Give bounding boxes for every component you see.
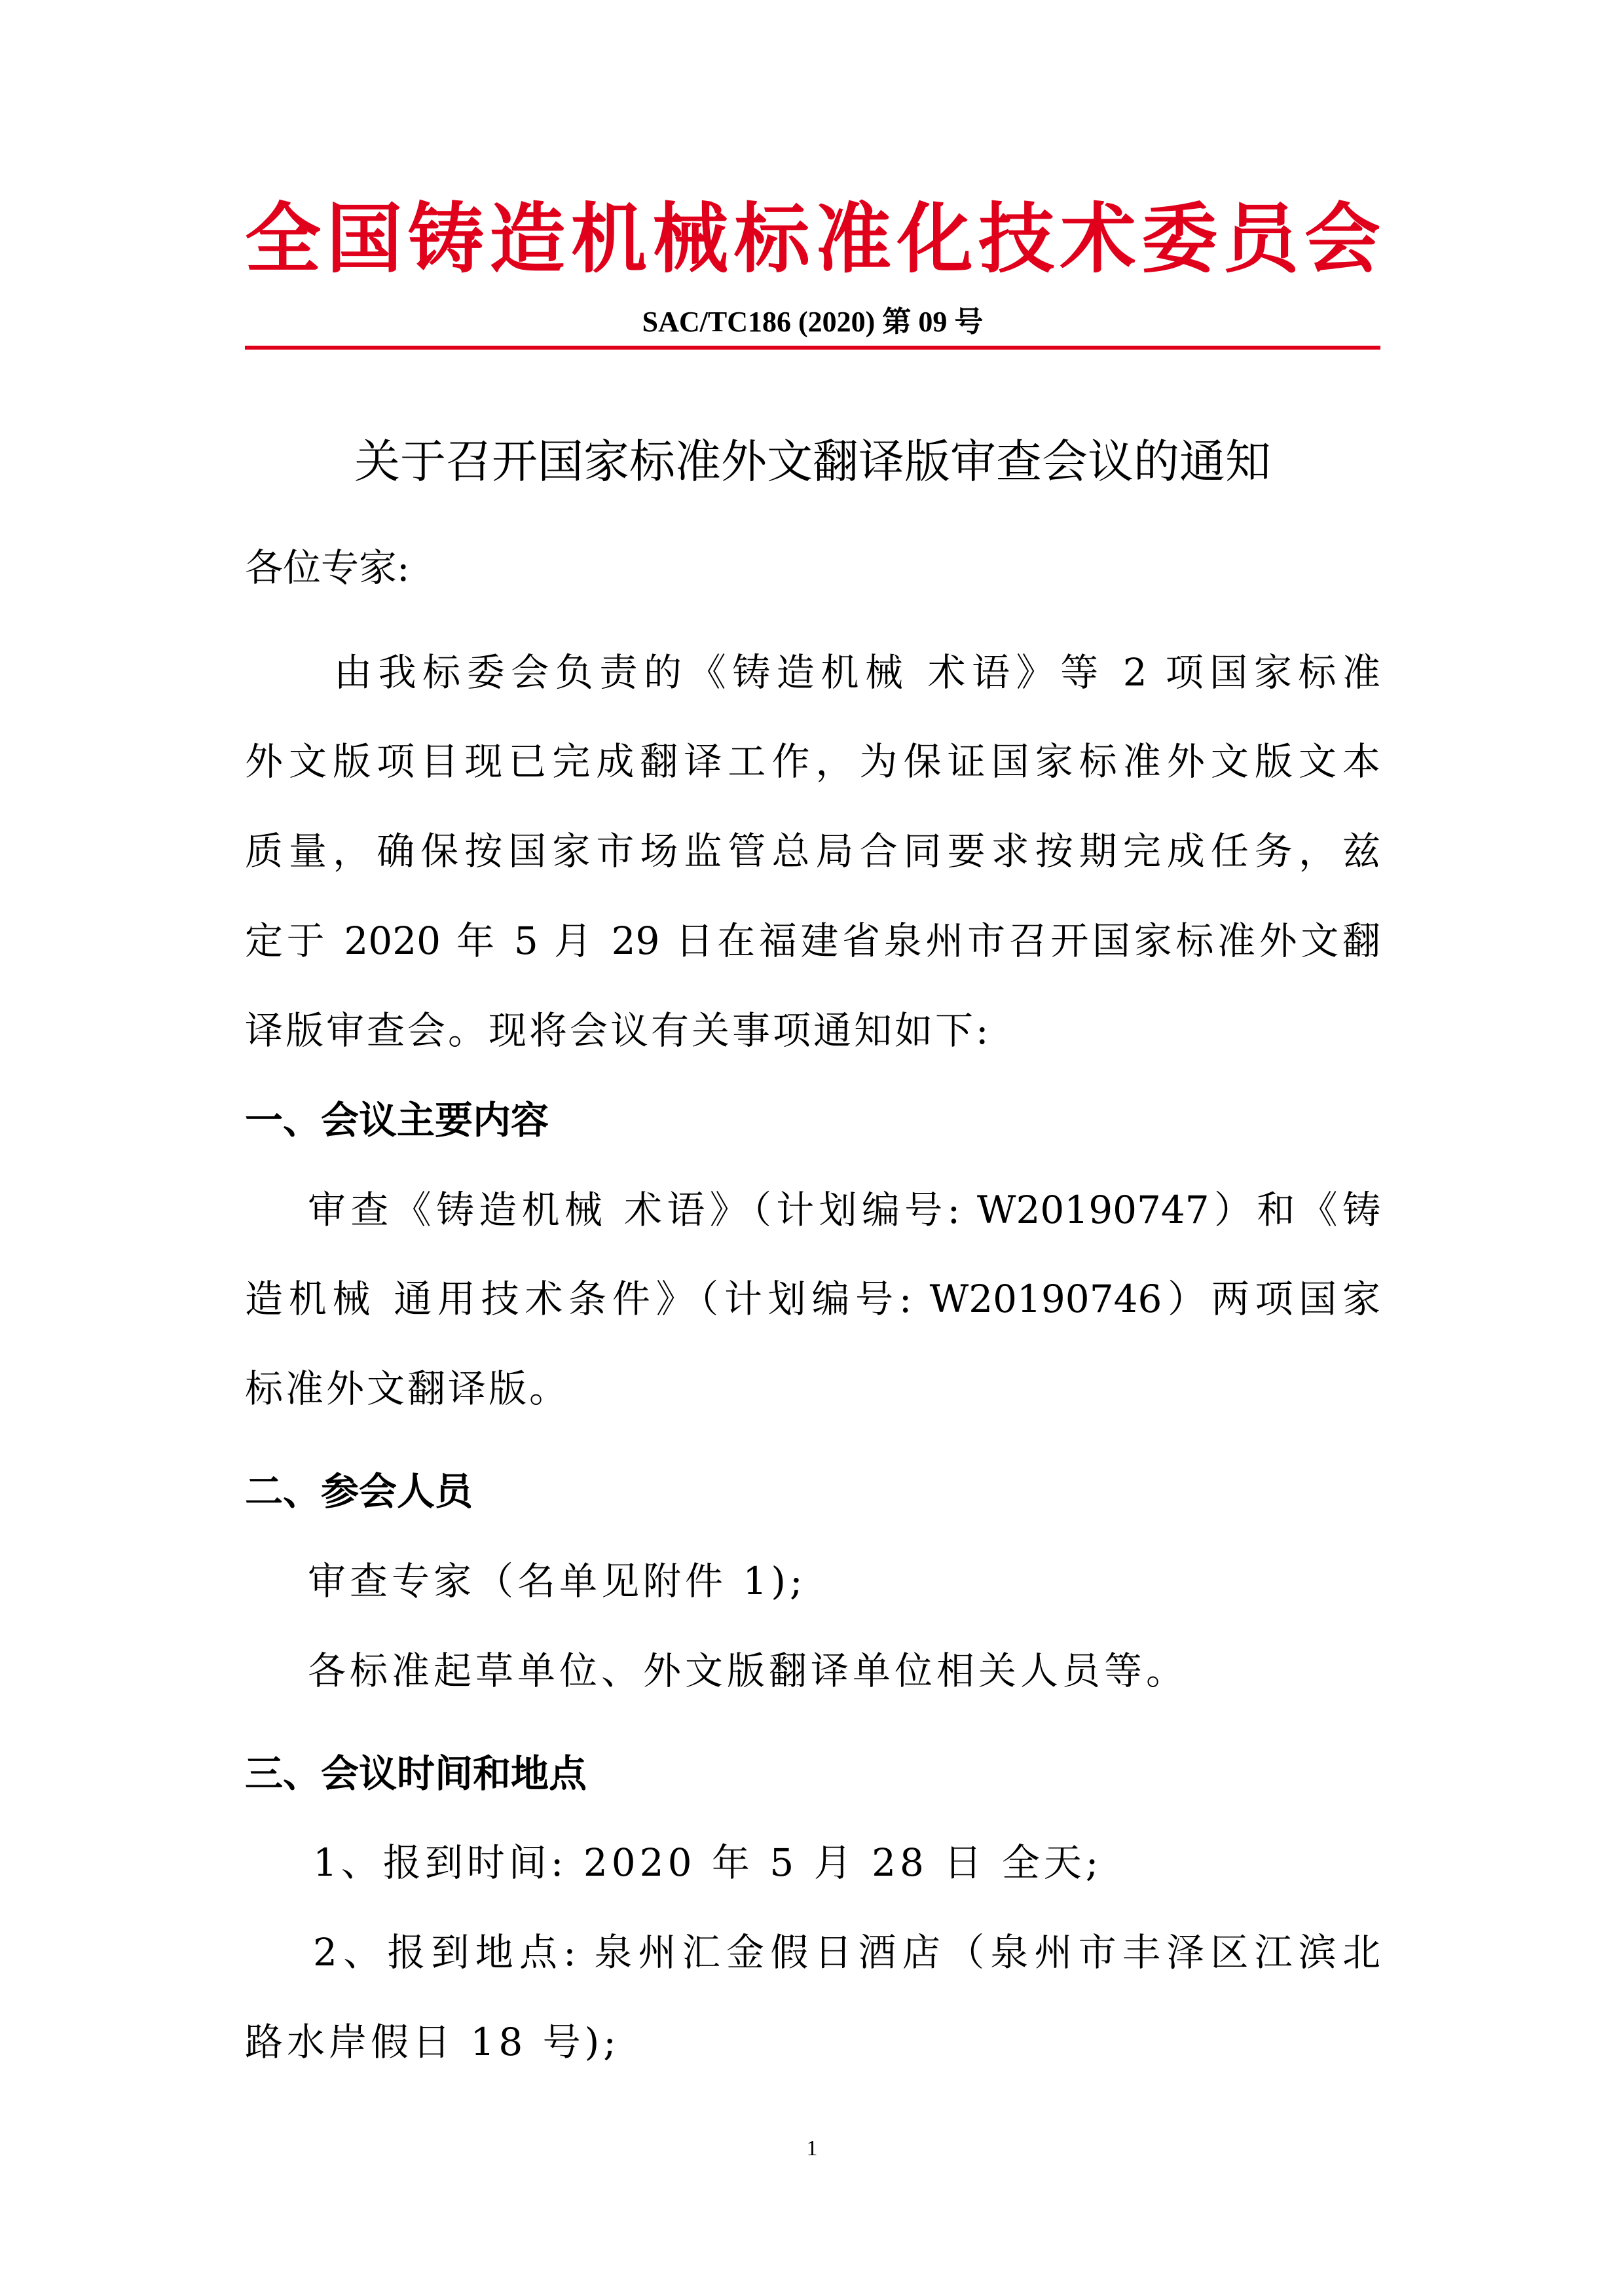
section1-line: 造机械 通用技术条件》（计划编号: W20190746）两项国家	[245, 1277, 1380, 1321]
section1-line: 审查《铸造机械 术语》（计划编号: W20190747）和《铸	[308, 1188, 1380, 1232]
notice-title: 关于召开国家标准外文翻译版审查会议的通知	[354, 435, 1271, 488]
section-heading-time-place: 三、会议时间和地点	[245, 1751, 587, 1796]
section3-item: 2、报到地点: 泉州汇金假日酒店（泉州市丰泽区江滨北	[313, 1930, 1380, 1975]
organization-title: 全国铸造机械标准化技术委员会	[245, 194, 1380, 283]
intro-line: 由我标委会负责的《铸造机械 术语》等 2 项国家标准	[334, 650, 1380, 695]
section1-line: 标准外文翻译版。	[245, 1366, 570, 1411]
section-heading-content: 一、会议主要内容	[245, 1098, 549, 1142]
intro-line: 译版审查会。现将会议有关事项通知如下:	[245, 1008, 991, 1053]
header-divider	[245, 346, 1380, 350]
section2-line: 审查专家（名单见附件 1);	[308, 1559, 807, 1603]
document-number: SAC/TC186 (2020) 第 09 号	[642, 306, 984, 338]
intro-line: 外文版项目现已完成翻译工作，为保证国家标准外文版文本	[245, 739, 1380, 784]
section3-item: 路水岸假日 18 号);	[245, 2020, 620, 2064]
intro-line: 质量，确保按国家市场监管总局合同要求按期完成任务，兹	[245, 829, 1380, 873]
salutation: 各位专家:	[245, 545, 410, 590]
section-heading-attendees: 二、参会人员	[245, 1469, 473, 1514]
section2-line: 各标准起草单位、外文版翻译单位相关人员等。	[308, 1649, 1189, 1693]
intro-line: 定于 2020 年 5 月 29 日在福建省泉州市召开国家标准外文翻	[245, 919, 1380, 963]
page-number: 1	[806, 2136, 818, 2160]
section3-item: 1、报到时间: 2020 年 5 月 28 日 全天;	[313, 1840, 1103, 1885]
